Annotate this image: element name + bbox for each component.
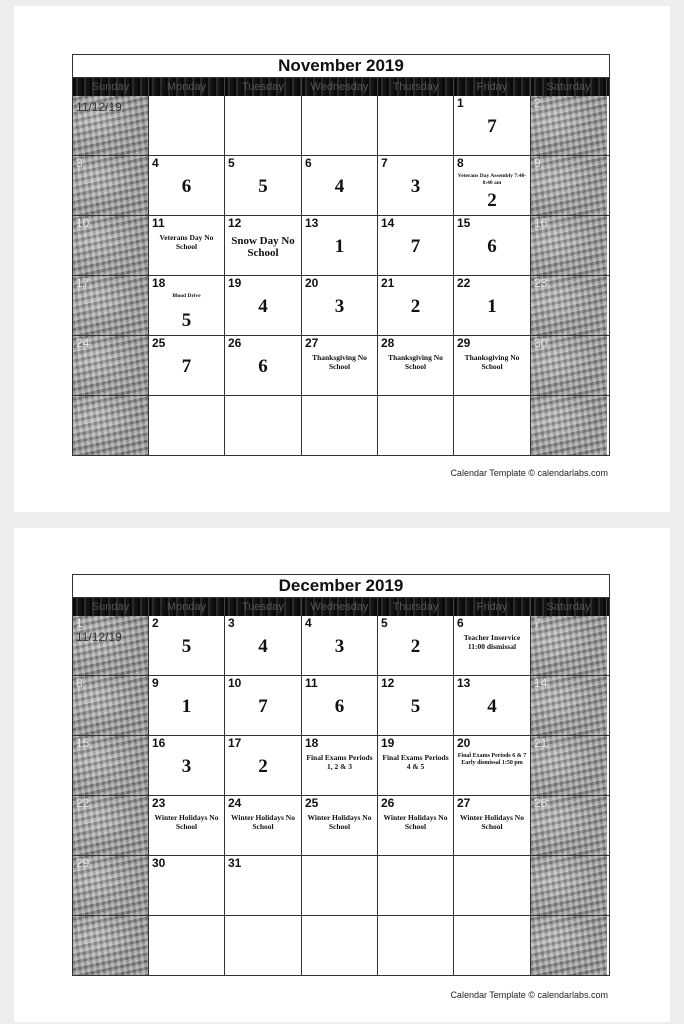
calendar-title: November 2019 xyxy=(73,55,609,78)
day-cell xyxy=(531,856,607,915)
november-calendar xyxy=(72,54,610,456)
day-cell xyxy=(73,676,149,735)
day-number: 14 xyxy=(534,676,548,690)
day-countdown: 6 xyxy=(181,176,192,197)
day-cell xyxy=(73,96,149,155)
day-cell xyxy=(454,96,531,155)
day-cell xyxy=(531,916,607,975)
day-number: 5 xyxy=(228,156,235,170)
day-cell xyxy=(454,736,531,795)
day-number: 25 xyxy=(152,336,166,350)
day-number: 27 xyxy=(457,796,471,810)
week-row xyxy=(73,915,609,975)
day-number: 19 xyxy=(381,736,395,750)
day-number: 7 xyxy=(381,156,388,170)
day-number: 15 xyxy=(76,736,90,750)
day-cell xyxy=(149,616,225,675)
day-number: 23 xyxy=(152,796,166,810)
day-cell xyxy=(302,856,378,915)
day-number: 25 xyxy=(305,796,319,810)
day-number: 8 xyxy=(76,676,83,690)
day-cell xyxy=(378,676,454,735)
weekday-label: Sunday xyxy=(73,598,149,616)
day-countdown: 2 xyxy=(410,636,421,657)
day-cell xyxy=(378,156,454,215)
day-number: 22 xyxy=(457,276,471,290)
day-number: 2 xyxy=(152,616,159,630)
day-cell xyxy=(378,396,454,455)
december-page xyxy=(14,528,670,1022)
event-note: Veterans Day No School xyxy=(159,233,214,251)
day-cell xyxy=(302,916,378,975)
day-countdown: 4 xyxy=(258,296,268,317)
day-countdown: 4 xyxy=(334,176,345,197)
day-number: 2 xyxy=(534,96,541,110)
day-countdown: 3 xyxy=(410,176,421,197)
event-note: Veterans Day Assembly 7:40-8:40 am xyxy=(457,173,527,186)
day-cell xyxy=(302,276,378,335)
day-countdown: 6 xyxy=(334,696,345,717)
day-countdown: 3 xyxy=(334,296,345,317)
weekday-label: Monday xyxy=(149,598,225,616)
day-countdown: 2 xyxy=(410,296,421,317)
event-note: Winter Holidays No School xyxy=(307,813,372,831)
day-cell xyxy=(454,676,531,735)
day-cell xyxy=(225,96,302,155)
day-number: 6 xyxy=(305,156,312,170)
day-number: 13 xyxy=(457,676,471,690)
day-number: 16 xyxy=(534,216,548,230)
day-number: 11 xyxy=(305,676,318,690)
day-countdown: 4 xyxy=(258,636,268,657)
day-cell xyxy=(149,736,225,795)
day-cell xyxy=(531,676,607,735)
day-number: 15 xyxy=(457,216,471,230)
day-countdown: 1 xyxy=(181,696,192,717)
day-cell xyxy=(454,616,531,675)
day-number: 29 xyxy=(76,856,90,870)
day-cell xyxy=(302,336,378,395)
day-cell xyxy=(225,856,302,915)
week-row xyxy=(73,795,609,855)
day-cell xyxy=(302,396,378,455)
day-cell xyxy=(531,276,607,335)
day-number: 17 xyxy=(76,276,90,290)
day-cell xyxy=(454,856,531,915)
day-number: 12 xyxy=(381,676,395,690)
day-number: 26 xyxy=(381,796,395,810)
day-countdown: 7 xyxy=(487,116,497,137)
weekday-label: Saturday xyxy=(531,78,607,96)
day-number: 12 xyxy=(228,216,242,230)
week-row xyxy=(73,215,609,275)
day-countdown: 6 xyxy=(487,236,497,257)
day-countdown: 3 xyxy=(334,636,345,657)
day-cell xyxy=(531,616,607,675)
day-cell xyxy=(225,276,302,335)
weekday-label: Sunday xyxy=(73,78,149,96)
week-row xyxy=(73,735,609,795)
day-cell xyxy=(73,736,149,795)
event-note: Winter Holidays No School xyxy=(383,813,448,831)
day-countdown: 1 xyxy=(334,236,345,257)
event-note: Final Exams Periods 4 & 5 xyxy=(382,753,449,771)
calendar-grid xyxy=(73,96,609,455)
day-cell xyxy=(149,856,225,915)
day-cell xyxy=(454,336,531,395)
day-cell xyxy=(378,276,454,335)
day-cell xyxy=(149,796,225,855)
template-credit: Calendar Template © calendarlabs.com xyxy=(450,990,608,1000)
week-row xyxy=(73,616,609,675)
day-cell xyxy=(73,156,149,215)
day-cell xyxy=(225,616,302,675)
day-number: 31 xyxy=(228,856,242,870)
day-number: 30 xyxy=(152,856,166,870)
weekday-header xyxy=(73,598,609,616)
day-cell xyxy=(149,96,225,155)
event-note: Thanksgiving No School xyxy=(464,353,520,371)
day-cell xyxy=(378,96,454,155)
day-cell xyxy=(302,796,378,855)
day-cell xyxy=(302,156,378,215)
weekday-label: Wednesday xyxy=(302,598,378,616)
day-cell xyxy=(378,616,454,675)
day-cell xyxy=(73,216,149,275)
template-credit: Calendar Template © calendarlabs.com xyxy=(450,468,608,478)
day-number: 23 xyxy=(534,276,548,290)
event-note: Thanksgiving No School xyxy=(388,353,443,371)
day-cell xyxy=(149,276,225,335)
calendar-grid xyxy=(73,616,609,975)
day-countdown: 3 xyxy=(181,756,192,777)
weekday-label: Tuesday xyxy=(225,78,302,96)
event-note: Winter Holidays No School xyxy=(231,813,295,831)
day-cell xyxy=(73,796,149,855)
day-countdown: 4 xyxy=(487,696,497,717)
day-number: 11 xyxy=(152,216,165,230)
weekday-label: Friday xyxy=(454,598,531,616)
handwritten-date: 11/12/19 xyxy=(76,100,122,114)
event-note: Blood Drive xyxy=(172,293,201,299)
day-cell xyxy=(225,216,302,275)
day-number: 22 xyxy=(76,796,90,810)
weekday-label: Wednesday xyxy=(302,78,378,96)
day-number: 6 xyxy=(457,616,464,630)
day-number: 21 xyxy=(534,736,548,750)
day-cell xyxy=(225,736,302,795)
day-number: 7 xyxy=(534,616,541,630)
event-note: Teacher Inservice 11:00 dismissal xyxy=(463,633,521,651)
event-note: Final Exams Periods 6 & 7 Early dismissal 1:50 pm xyxy=(457,753,527,766)
day-countdown: 5 xyxy=(181,310,192,331)
day-number: 3 xyxy=(228,616,235,630)
day-number: 16 xyxy=(152,736,166,750)
day-cell xyxy=(73,856,149,915)
week-row xyxy=(73,275,609,335)
day-number: 27 xyxy=(305,336,319,350)
day-number: 24 xyxy=(228,796,242,810)
day-cell xyxy=(73,916,149,975)
day-cell xyxy=(378,916,454,975)
day-cell xyxy=(531,96,607,155)
day-cell xyxy=(149,216,225,275)
day-cell xyxy=(454,796,531,855)
day-countdown: 5 xyxy=(258,176,268,197)
event-note: Snow Day No School xyxy=(231,235,295,259)
day-cell xyxy=(531,336,607,395)
day-cell xyxy=(454,276,531,335)
day-number: 26 xyxy=(228,336,242,350)
event-note: Thanksgiving No School xyxy=(312,353,367,371)
day-number: 10 xyxy=(76,216,90,230)
day-number: 4 xyxy=(305,616,312,630)
day-cell xyxy=(531,156,607,215)
day-number: 29 xyxy=(457,336,471,350)
day-number: 20 xyxy=(457,736,471,750)
week-row xyxy=(73,96,609,155)
december-calendar xyxy=(72,574,610,976)
day-countdown: 2 xyxy=(258,756,268,777)
day-cell xyxy=(302,96,378,155)
day-cell xyxy=(225,336,302,395)
week-row xyxy=(73,675,609,735)
week-row xyxy=(73,395,609,455)
day-countdown: 2 xyxy=(487,190,497,211)
day-number: 17 xyxy=(228,736,242,750)
weekday-label: Saturday xyxy=(531,598,607,616)
day-cell xyxy=(378,796,454,855)
day-number: 4 xyxy=(152,156,159,170)
day-cell xyxy=(378,736,454,795)
day-cell xyxy=(73,616,149,675)
day-cell xyxy=(225,916,302,975)
weekday-label: Thursday xyxy=(378,598,454,616)
day-cell xyxy=(531,736,607,795)
day-number: 28 xyxy=(534,796,548,810)
day-number: 18 xyxy=(152,276,166,290)
day-cell xyxy=(73,396,149,455)
calendar-title: December 2019 xyxy=(73,575,609,598)
day-countdown: 7 xyxy=(410,236,421,257)
weekday-label: Friday xyxy=(454,78,531,96)
day-countdown: 5 xyxy=(181,636,192,657)
day-number: 9 xyxy=(534,156,541,170)
weekday-label: Tuesday xyxy=(225,598,302,616)
weekday-header xyxy=(73,78,609,96)
day-number: 30 xyxy=(534,336,548,350)
weekday-label: Monday xyxy=(149,78,225,96)
event-note: Winter Holidays No School xyxy=(154,813,219,831)
day-cell xyxy=(149,676,225,735)
day-cell xyxy=(454,156,531,215)
day-cell xyxy=(454,916,531,975)
week-row xyxy=(73,855,609,915)
handwritten-date: 11/12/19 xyxy=(76,630,122,644)
day-cell xyxy=(149,396,225,455)
day-cell xyxy=(225,676,302,735)
week-row xyxy=(73,155,609,215)
event-note: Final Exams Periods 1, 2 & 3 xyxy=(306,753,373,771)
day-cell xyxy=(531,796,607,855)
day-cell xyxy=(225,796,302,855)
day-cell xyxy=(531,396,607,455)
day-number: 1 xyxy=(457,96,464,110)
day-cell xyxy=(73,276,149,335)
day-countdown: 7 xyxy=(181,356,192,377)
day-number: 28 xyxy=(381,336,395,350)
day-cell xyxy=(149,916,225,975)
day-cell xyxy=(73,336,149,395)
day-cell xyxy=(302,736,378,795)
day-number: 21 xyxy=(381,276,395,290)
day-number: 3 xyxy=(76,156,83,170)
day-number: 24 xyxy=(76,336,90,350)
day-number: 9 xyxy=(152,676,159,690)
day-countdown: 5 xyxy=(410,696,421,717)
day-number: 18 xyxy=(305,736,319,750)
day-cell xyxy=(378,856,454,915)
day-cell xyxy=(302,676,378,735)
day-cell xyxy=(378,216,454,275)
day-cell xyxy=(378,336,454,395)
event-note: Winter Holidays No School xyxy=(460,813,524,831)
day-cell xyxy=(149,336,225,395)
day-number: 10 xyxy=(228,676,242,690)
day-number: 20 xyxy=(305,276,319,290)
day-cell xyxy=(531,216,607,275)
november-page xyxy=(14,6,670,512)
day-number: 1 xyxy=(76,616,83,630)
weekday-label: Thursday xyxy=(378,78,454,96)
day-number: 14 xyxy=(381,216,395,230)
day-cell xyxy=(149,156,225,215)
day-countdown: 7 xyxy=(258,696,268,717)
day-cell xyxy=(302,216,378,275)
day-number: 8 xyxy=(457,156,464,170)
day-number: 19 xyxy=(228,276,242,290)
day-cell xyxy=(302,616,378,675)
day-cell xyxy=(225,156,302,215)
day-countdown: 1 xyxy=(487,296,497,317)
day-cell xyxy=(225,396,302,455)
day-cell xyxy=(454,396,531,455)
day-cell xyxy=(454,216,531,275)
day-number: 5 xyxy=(381,616,388,630)
week-row xyxy=(73,335,609,395)
day-number: 13 xyxy=(305,216,319,230)
day-countdown: 6 xyxy=(258,356,268,377)
